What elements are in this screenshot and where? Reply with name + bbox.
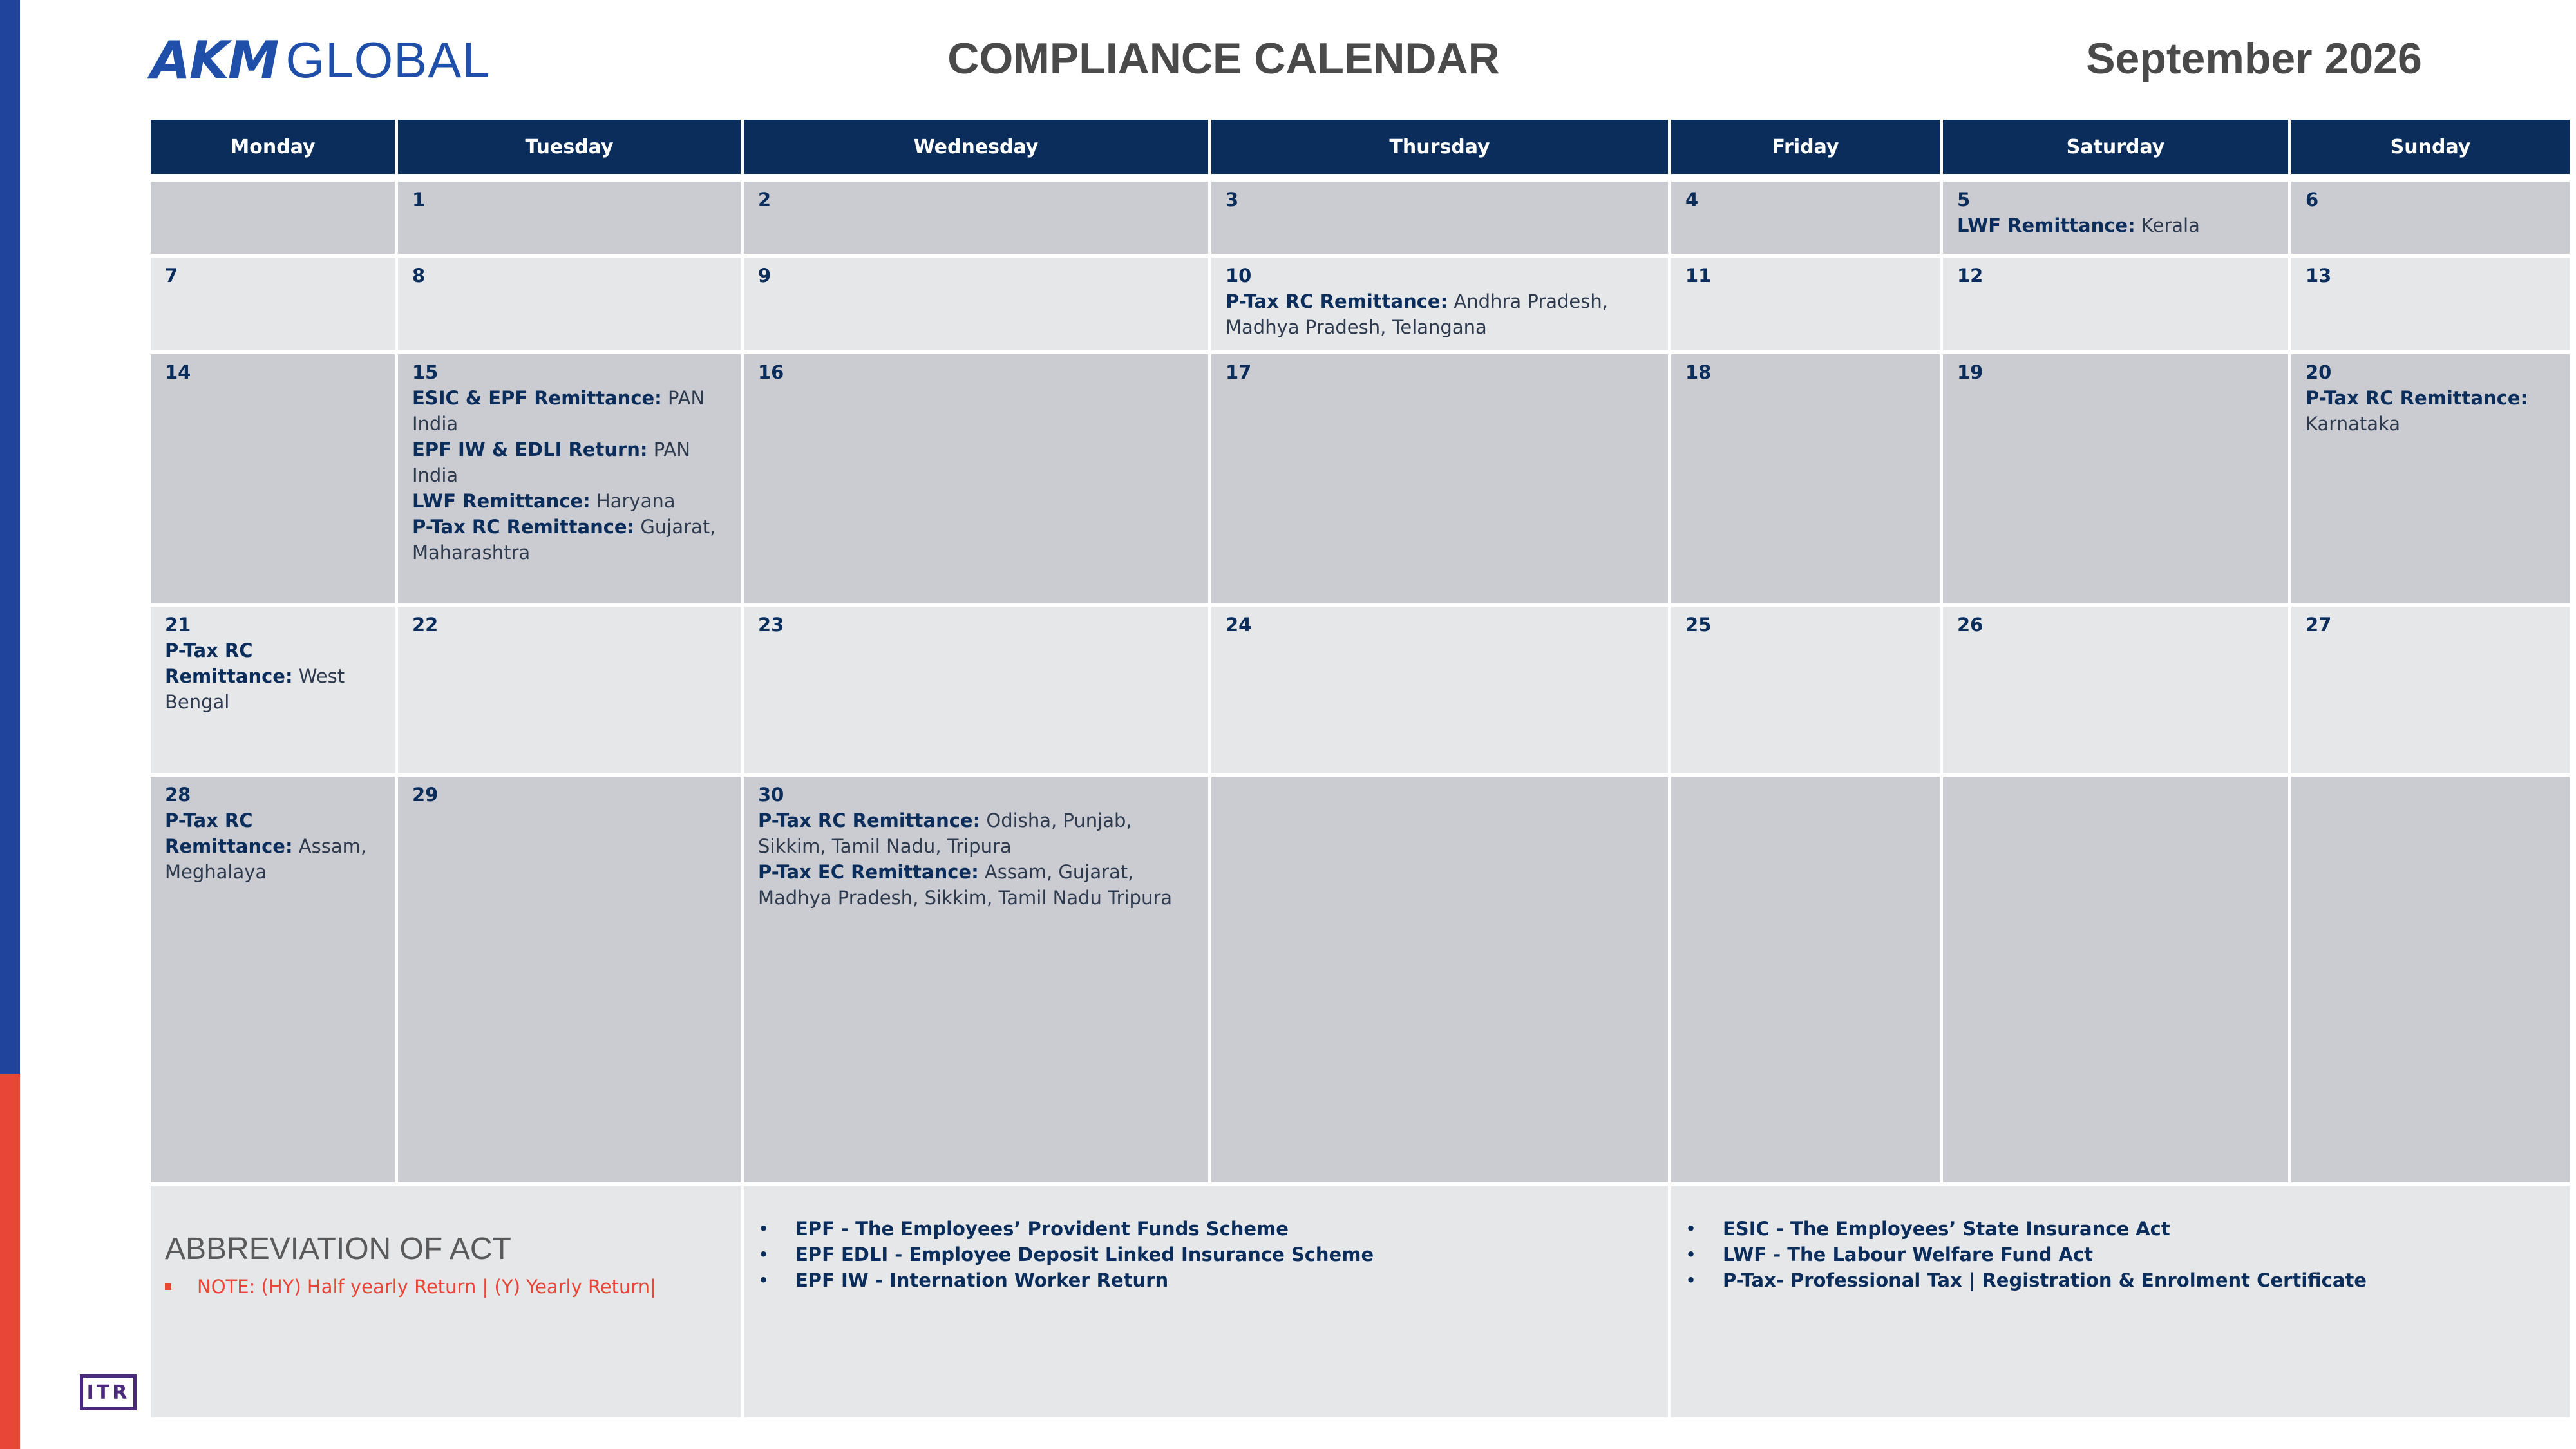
calendar-grid — [151, 120, 2570, 1388]
compliance-entry — [165, 638, 381, 715]
day-number: 30 — [758, 784, 784, 806]
compliance-region: West Bengal — [165, 665, 345, 713]
day-cell-friday — [1671, 182, 1943, 258]
day-cell-friday — [1671, 777, 1943, 1186]
compliance-label: ESIC & EPF Remittance: — [412, 387, 662, 409]
day-cell-tuesday — [398, 258, 744, 354]
compliance-region: Odisha, Punjab, Sikkim, Tamil Nadu, Tripura — [758, 810, 1132, 857]
day-number: 17 — [1226, 361, 1252, 383]
day-cell-tuesday — [398, 182, 744, 258]
day-number: 1 — [412, 189, 426, 211]
compliance-entry — [165, 808, 381, 885]
day-number: 16 — [758, 361, 784, 383]
day-cell-friday — [1671, 354, 1943, 607]
abbreviation-note — [165, 1274, 726, 1300]
day-cell-thursday — [1211, 258, 1671, 354]
day-cell-monday — [151, 607, 398, 777]
day-number: 7 — [165, 265, 178, 287]
day-cell-friday — [1671, 258, 1943, 354]
day-number: 5 — [1957, 189, 1971, 211]
abbreviation-title: ABBREVIATION OF ACT — [165, 1232, 511, 1266]
day-number: 18 — [1685, 361, 1712, 383]
day-cell-saturday — [1943, 777, 2291, 1186]
day-number: 6 — [2306, 189, 2319, 211]
day-number: 15 — [412, 361, 439, 383]
compliance-entry — [2306, 385, 2555, 437]
compliance-label: P-Tax RC Remittance: — [165, 810, 293, 857]
compliance-entry — [412, 385, 726, 437]
abbreviation-item: • EPF - The Employees’ Provident Funds Scheme — [795, 1216, 1654, 1242]
page-title: COMPLIANCE CALENDAR — [947, 34, 1500, 83]
day-number: 25 — [1685, 614, 1712, 636]
day-header-thursday: Thursday — [1211, 120, 1671, 174]
compliance-region: Haryana — [596, 490, 676, 512]
day-cell-wednesday — [744, 777, 1211, 1186]
compliance-entry — [412, 488, 726, 514]
day-cell-thursday — [1211, 182, 1671, 258]
compliance-region: Assam, Gujarat, Madhya Pradesh, Sikkim, Tamil Nadu Tripura — [758, 861, 1173, 909]
day-cell-sunday — [2291, 258, 2570, 354]
day-cell-saturday — [1943, 607, 2291, 777]
abbreviation-list-right — [1671, 1186, 2570, 1421]
compliance-label: P-Tax RC Remittance: — [165, 639, 293, 687]
compliance-label: P-Tax EC Remittance: — [758, 861, 979, 883]
note-bullet-icon — [165, 1283, 171, 1290]
compliance-entry — [758, 808, 1194, 859]
day-number: 9 — [758, 265, 772, 287]
day-cell-thursday — [1211, 354, 1671, 607]
compliance-label: LWF Remittance: — [1957, 214, 2136, 236]
day-cell-wednesday — [744, 182, 1211, 258]
day-number: 13 — [2306, 265, 2332, 287]
compliance-entry — [412, 437, 726, 488]
header-gap — [151, 174, 2570, 182]
compliance-label: EPF IW & EDLI Return: — [412, 439, 648, 460]
day-number: 12 — [1957, 265, 1984, 287]
day-cell-monday — [151, 777, 398, 1186]
compliance-region: Karnataka — [2306, 413, 2401, 435]
compliance-entry — [412, 514, 726, 565]
day-header-tuesday: Tuesday — [398, 120, 744, 174]
compliance-region: Gujarat, Maharashtra — [412, 516, 716, 564]
day-cell-sunday — [2291, 777, 2570, 1186]
day-header-monday: Monday — [151, 120, 398, 174]
day-cell-wednesday — [744, 354, 1211, 607]
day-number: 26 — [1957, 614, 1984, 636]
day-cell-wednesday — [744, 607, 1211, 777]
calendar-month: September 2026 — [2086, 34, 2422, 83]
day-cell-monday — [151, 354, 398, 607]
compliance-label: P-Tax RC Remittance: — [1226, 290, 1448, 312]
day-number: 8 — [412, 265, 426, 287]
logo-akm-text: AKM — [151, 30, 278, 90]
day-number: 14 — [165, 361, 191, 383]
abbreviation-item: • ESIC - The Employees’ State Insurance Act — [1723, 1216, 2555, 1242]
abbreviation-item: • P-Tax- Professional Tax | Registration & Enrolment Certificate — [1723, 1267, 2555, 1293]
note-text: NOTE: (HY) Half yearly Return | (Y) Yearly Return| — [197, 1276, 656, 1298]
day-number: 4 — [1685, 189, 1699, 211]
compliance-region: PAN India — [412, 387, 705, 435]
day-number: 2 — [758, 189, 772, 211]
side-accent-blue — [0, 0, 20, 1074]
compliance-region: Andhra Pradesh, Madhya Pradesh, Telangana — [1226, 290, 1608, 338]
compliance-entry — [758, 859, 1194, 911]
akm-global-logo — [151, 31, 491, 89]
day-cell-friday — [1671, 607, 1943, 777]
abbreviation-list-left — [744, 1186, 1671, 1421]
day-number: 3 — [1226, 189, 1239, 211]
compliance-label: P-Tax RC Remittance: — [412, 516, 635, 538]
day-cell-tuesday — [398, 354, 744, 607]
day-cell-saturday — [1943, 258, 2291, 354]
day-number: 24 — [1226, 614, 1252, 636]
abbreviation-section — [151, 1186, 744, 1421]
day-number: 23 — [758, 614, 784, 636]
day-cell-sunday — [2291, 354, 2570, 607]
compliance-region: PAN India — [412, 439, 690, 486]
day-number: 10 — [1226, 265, 1252, 287]
day-cell-tuesday — [398, 607, 744, 777]
day-number: 28 — [165, 784, 191, 806]
side-accent-red — [0, 1074, 20, 1449]
compliance-entry — [1226, 289, 1654, 340]
day-number: 21 — [165, 614, 191, 636]
abbreviation-item: • EPF EDLI - Employee Deposit Linked Insurance Scheme — [795, 1242, 1654, 1267]
day-cell-saturday — [1943, 354, 2291, 607]
logo-global-text: GLOBAL — [285, 31, 491, 88]
day-number: 19 — [1957, 361, 1984, 383]
compliance-label: LWF Remittance: — [412, 490, 591, 512]
day-number: 20 — [2306, 361, 2332, 383]
compliance-label: P-Tax RC Remittance: — [758, 810, 981, 831]
day-header-sunday: Sunday — [2291, 120, 2570, 174]
day-cell-wednesday — [744, 258, 1211, 354]
day-cell-monday — [151, 258, 398, 354]
day-number: 27 — [2306, 614, 2332, 636]
compliance-region: Assam, Meghalaya — [165, 835, 367, 883]
day-cell-monday — [151, 182, 398, 258]
day-header-saturday: Saturday — [1943, 120, 2291, 174]
compliance-label: P-Tax RC Remittance: — [2306, 387, 2528, 409]
day-number: 22 — [412, 614, 439, 636]
compliance-region: Kerala — [2141, 214, 2200, 236]
day-number: 11 — [1685, 265, 1712, 287]
day-number: 29 — [412, 784, 439, 806]
day-cell-thursday — [1211, 607, 1671, 777]
day-header-wednesday: Wednesday — [744, 120, 1211, 174]
day-cell-thursday — [1211, 777, 1671, 1186]
abbreviation-item: • EPF IW - Internation Worker Return — [795, 1267, 1654, 1293]
day-cell-sunday — [2291, 607, 2570, 777]
day-cell-tuesday — [398, 777, 744, 1186]
day-cell-saturday — [1943, 182, 2291, 258]
day-header-friday: Friday — [1671, 120, 1943, 174]
itr-logo: ITR — [80, 1374, 137, 1410]
compliance-entry — [1957, 213, 2274, 238]
abbreviation-item: • LWF - The Labour Welfare Fund Act — [1723, 1242, 2555, 1267]
day-cell-sunday — [2291, 182, 2570, 258]
